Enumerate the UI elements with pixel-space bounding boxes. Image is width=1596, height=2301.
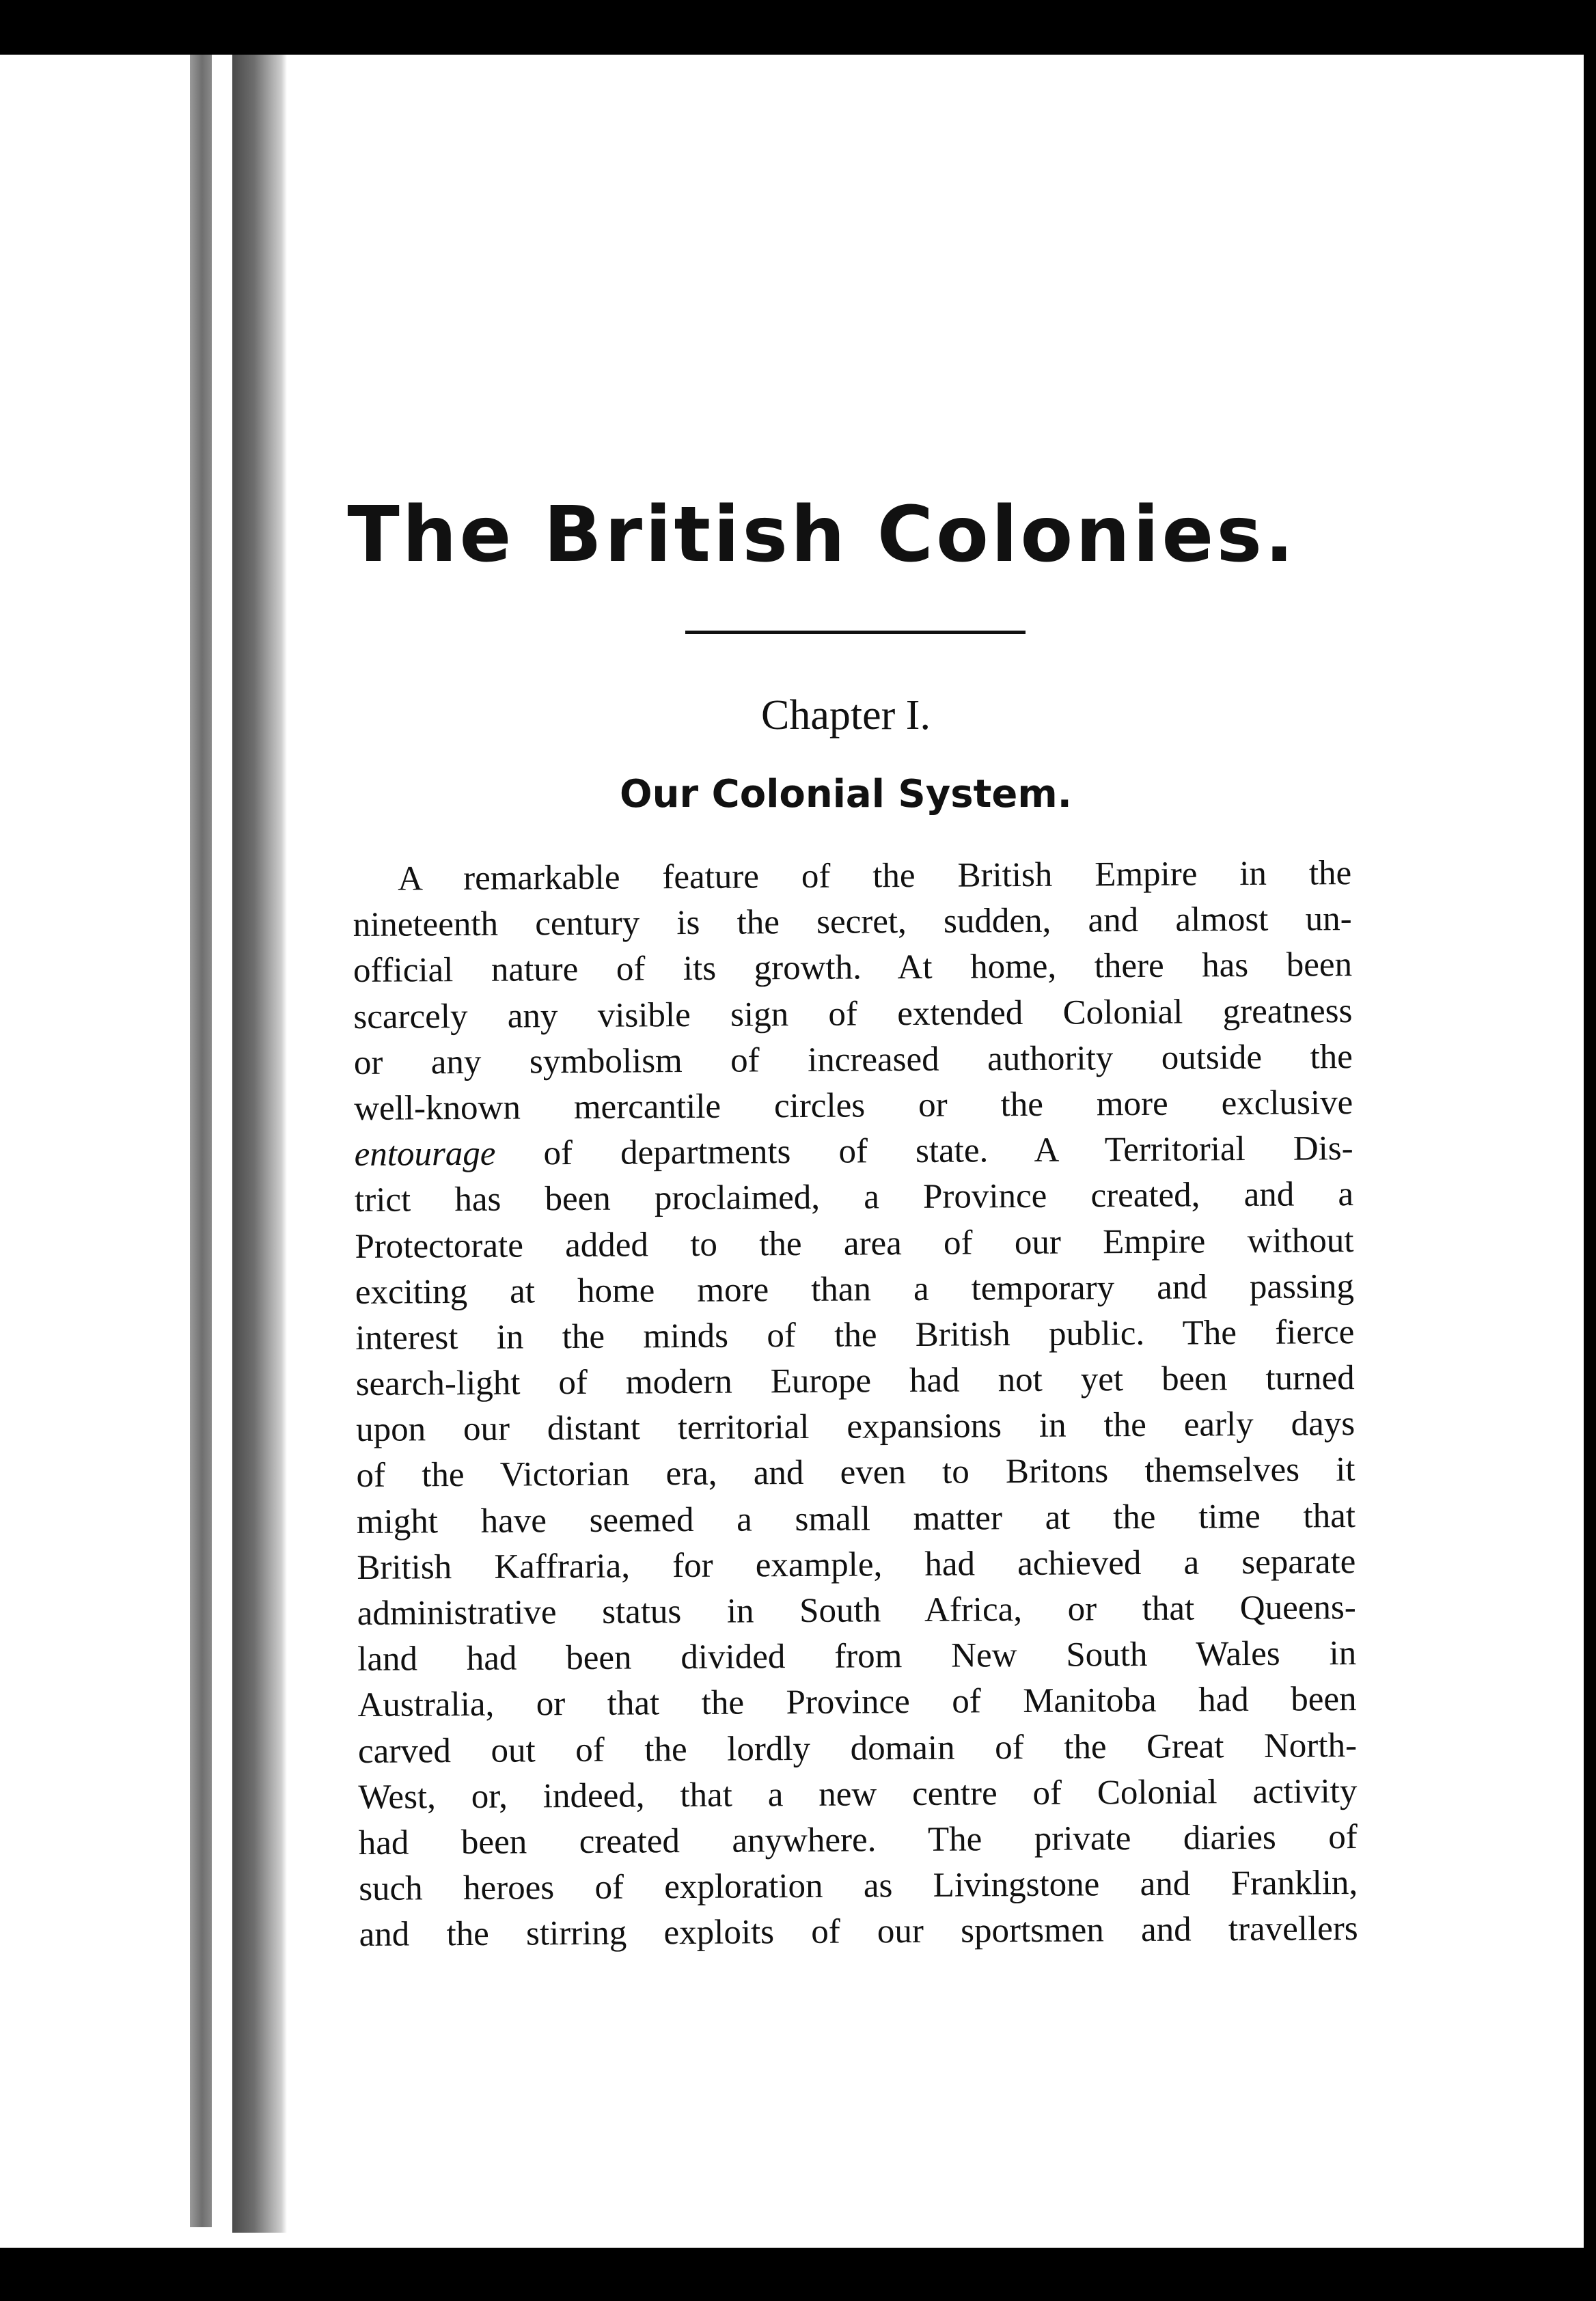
body-line: nineteenth century is the secret, sudden, and almost un-: [353, 900, 1352, 945]
body-line: might have seemed a small matter at the time that: [356, 1496, 1356, 1541]
body-line: British Kaffraria, for example, had achieved a separate: [357, 1542, 1356, 1587]
body-line: or any symbolism of increased authority outside the: [353, 1037, 1353, 1082]
chapter-number: Chapter I.: [761, 692, 931, 739]
body-line: Protectorate added to the area of our Empire without: [355, 1221, 1354, 1266]
scan-border-right: [1584, 0, 1596, 2301]
body-line: land had been divided from New South Wales in: [357, 1634, 1357, 1679]
body-paragraph: [353, 851, 1358, 1958]
body-line: official nature of its growth. At home, there has been: [353, 946, 1353, 991]
body-line: West, or, indeed, that a new centre of Colonial activity: [358, 1772, 1358, 1817]
body-line: Australia, or that the Province of Manitoba had been: [357, 1680, 1357, 1725]
facing-page-edge: [0, 41, 198, 2214]
emphasized-word: entourage: [354, 1134, 496, 1174]
body-line: had been created anywhere. The private diaries of: [358, 1817, 1358, 1862]
body-line: search-light of modern Europe had not yet been turned: [355, 1359, 1355, 1404]
body-line-remainder: of departments of state. A Territorial Dis-: [543, 1129, 1353, 1173]
body-line: A remarkable feature of the British Empire in the: [398, 854, 1352, 898]
body-line: carved out of the lordly domain of the Great North-: [357, 1726, 1358, 1771]
book-title: The British Colonies.: [347, 491, 1297, 579]
gutter-shadow: [232, 53, 287, 2233]
body-line: exciting at home more than a temporary and passing: [355, 1267, 1355, 1312]
body-line: interest in the minds of the British public. The fierce: [355, 1312, 1355, 1358]
body-line: administrative status in South Africa, or that Queens-: [357, 1588, 1356, 1633]
body-line: such heroes of exploration as Livingstone and Franklin,: [359, 1864, 1358, 1909]
body-line: of the Victorian era, and even to Britons themselves it: [356, 1450, 1356, 1496]
body-line: trict has been proclaimed, a Province created, and a: [354, 1175, 1354, 1220]
scan-border-bottom: [0, 2248, 1596, 2301]
body-line: and the stirring exploits of our sportsmen and travellers: [359, 1910, 1358, 1955]
body-line: well-known mercantile circles or the more exclusive: [354, 1084, 1353, 1128]
chapter-title: Our Colonial System.: [620, 772, 1072, 816]
title-rule: [685, 631, 1026, 634]
book-gutter: [190, 48, 212, 2227]
body-line-with-emphasis: [354, 1126, 1353, 1178]
body-line: scarcely any visible sign of extended Colonial greatness: [353, 991, 1353, 1036]
scan-border-top: [0, 0, 1596, 55]
body-line: upon our distant territorial expansions in the early days: [355, 1405, 1356, 1450]
